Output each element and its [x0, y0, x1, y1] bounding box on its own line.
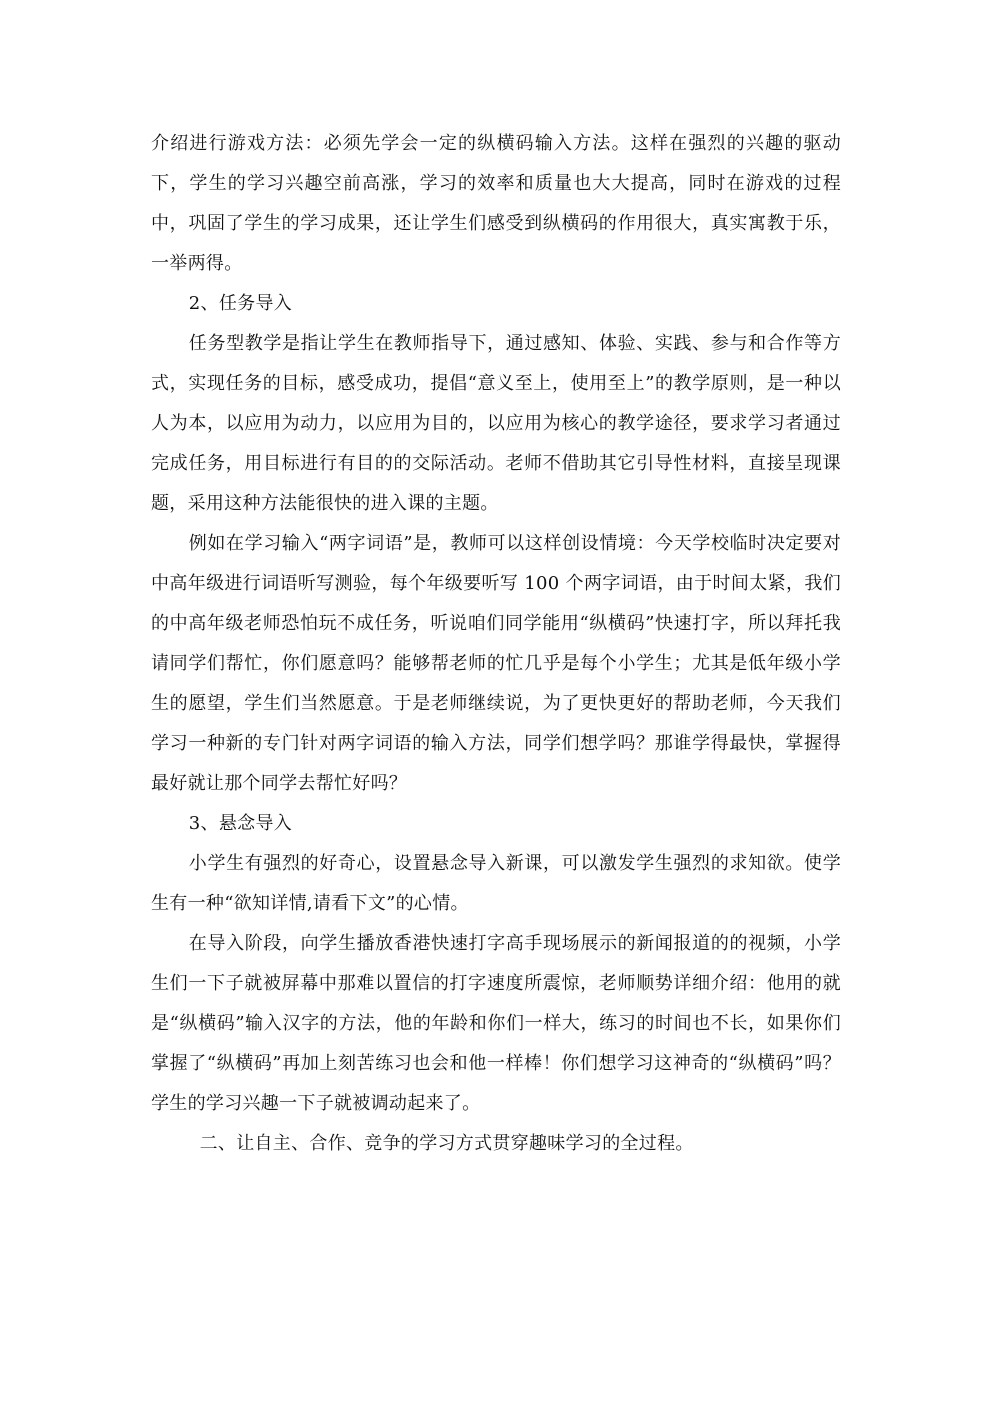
- section-heading-task-intro: 2、任务导入: [188, 293, 293, 314]
- paragraph: 小学生有强烈的好奇心，设置悬念导入新课，可以激发学生强烈的求知欲。使学生有一种“欲知详情,请看下文”的心情。: [151, 853, 841, 914]
- paragraph: 在导入阶段，向学生播放香港快速打字高手现场展示的新闻报道的的视频，小学生们一下子就被屏幕中那难以置信的打字速度所震惊，老师顺势详细介绍：他用的就是“纵横码”输入汉字的方法，他的年龄和你们一样大，练习的时间也不长，如果你们掌握了“纵横码”再加上刻苦练习也会和他一样棒！你们想学习这神奇的“纵横码”吗？学生的学习兴趣一下子就被调动起来了。: [151, 933, 841, 1114]
- paragraph: 例如在学习输入“两字词语”是，教师可以这样创设情境：今天学校临时决定要对中高年级进行词语听写测验，每个年级要听写 100 个两字词语，由于时间太紧，我们的中高年级老师恐怕玩不成任务，听说咱们同学能用“纵横码”快速打字，所以拜托我请同学们帮忙，你们愿意吗？能够帮老师的忙几乎是每个小学生；尤其是低年级小学生的愿望，学生们当然愿意。于是老师继续说，为了更快更好的帮助老师，今天我们学习一种新的专门针对两字词语的输入方法，同学们想学吗？那谁学得最快，掌握得最好就让那个同学去帮忙好吗？: [151, 533, 841, 794]
- section-heading-part-two: 二、让自主、合作、竞争的学习方式贯穿趣味学习的全过程。: [199, 1133, 694, 1154]
- section-heading-suspense-intro: 3、悬念导入: [188, 813, 293, 834]
- paragraph-continued: 介绍进行游戏方法：必须先学会一定的纵横码输入方法。这样在强烈的兴趣的驱动下，学生的学习兴趣空前高涨，学习的效率和质量也大大提高，同时在游戏的过程中，巩固了学生的学习成果，还让学生们感受到纵横码的作用很大，真实寓教于乐，一举两得。: [151, 133, 841, 274]
- paragraph: 任务型教学是指让学生在教师指导下，通过感知、体验、实践、参与和合作等方式，实现任务的目标，感受成功，提倡“意义至上，使用至上”的教学原则，是一种以人为本，以应用为动力，以应用为目的，以应用为核心的教学途径，要求学习者通过完成任务，用目标进行有目的的交际活动。老师不借助其它引导性材料，直接呈现课题，采用这种方法能很快的进入课的主题。: [151, 333, 841, 514]
- document-body: [151, 124, 841, 1164]
